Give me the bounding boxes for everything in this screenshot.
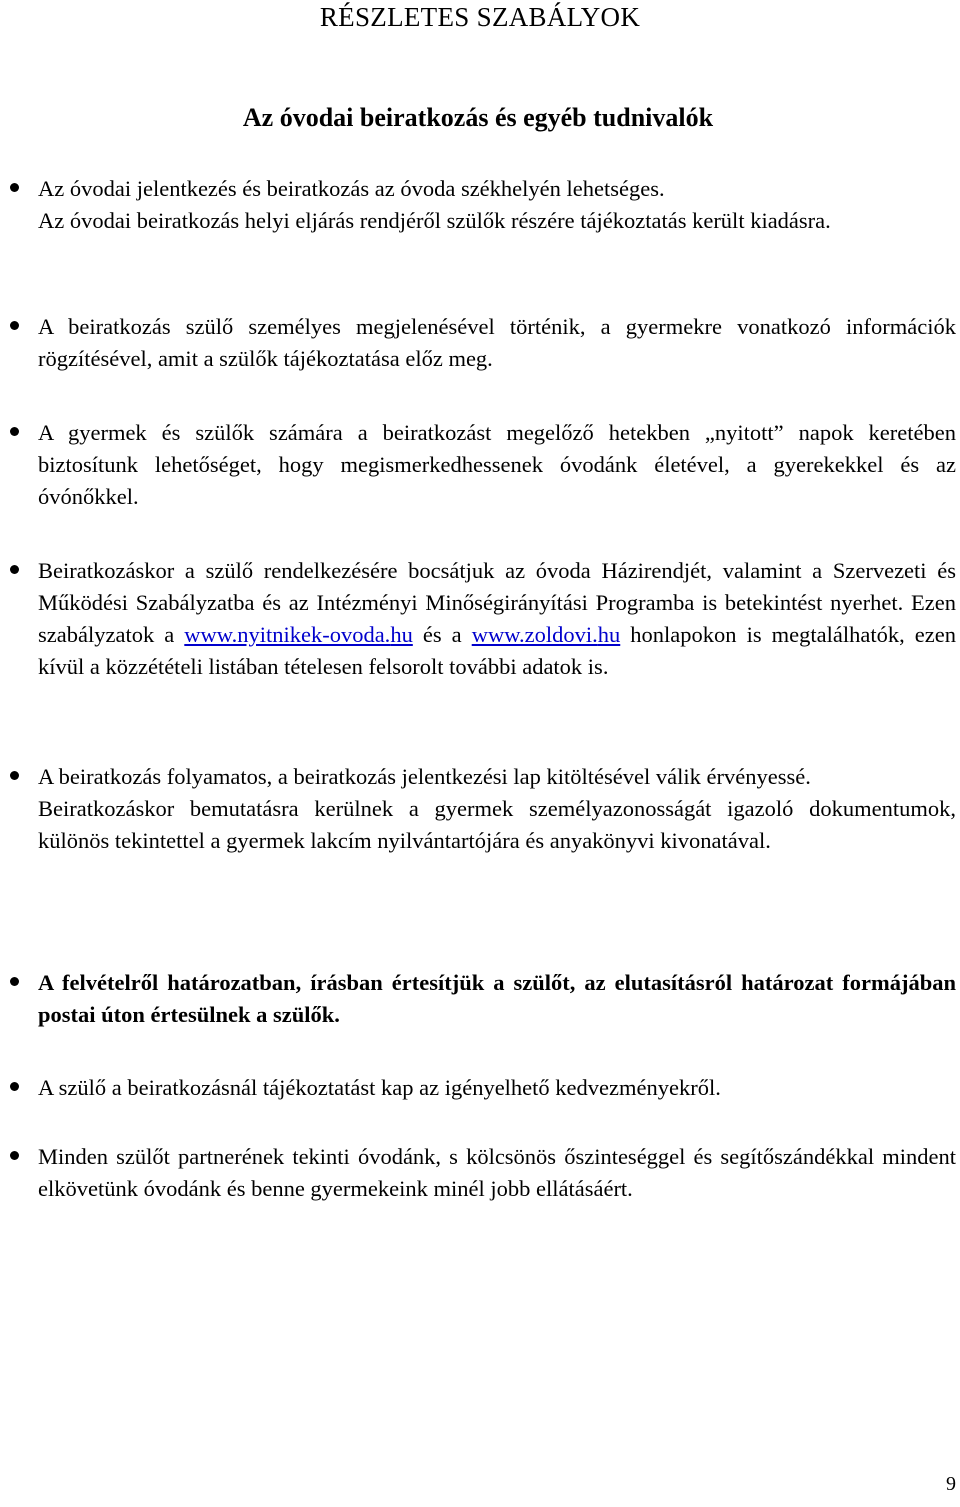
list-item-house-rules — [38, 555, 956, 683]
paragraph: A beiratkozás szülő személyes megjelenésével történik, a gyermekre vonatkozó információk rögzítésével, amit a szülők tájékoztatása előz meg. — [38, 314, 956, 371]
paragraph: Az óvodai jelentkezés és beiratkozás az óvoda székhelyén lehetséges. — [38, 176, 665, 201]
list-item-registration-place — [38, 173, 956, 237]
list-item-open-days — [38, 417, 956, 513]
bullet-icon — [10, 183, 19, 192]
page-number: 9 — [946, 1473, 956, 1495]
paragraph: Minden szülőt partnerének tekinti óvodánk, s kölcsönös őszinteséggel és segítőszándékkal mindent elkövetünk óvodánk és benne gyermekeink minél jobb ellátásáért. — [38, 1144, 956, 1201]
paragraph — [38, 555, 956, 683]
paragraph: A beiratkozás folyamatos, a beiratkozás jelentkezési lap kitöltésével válik érvényessé. — [38, 764, 811, 789]
page-title: RÉSZLETES SZABÁLYOK — [319, 2, 641, 32]
paragraph: Beiratkozáskor bemutatásra kerülnek a gyermek személyazonosságát igazoló dokumentumok, különös tekintettel a gyermek lakcím nyilvántartójára és anyakönyvi kivonatával. — [38, 796, 956, 853]
list-item-admission-decision — [38, 967, 956, 1031]
list-item-partnership — [38, 1141, 956, 1205]
bullet-icon — [10, 321, 19, 330]
list-item-discounts — [38, 1072, 956, 1104]
zoldovi-website-link[interactable]: www.zoldovi.hu — [471, 622, 621, 647]
bullet-icon — [10, 977, 19, 986]
nyitnikek-website-link[interactable]: www.nyitnikek-ovoda.hu — [184, 622, 413, 647]
paragraph-text: és a — [412, 622, 472, 647]
bullet-icon — [10, 427, 19, 436]
list-item-continuous-registration — [38, 761, 956, 857]
bullet-icon — [10, 1151, 19, 1160]
paragraph-text: honlapokon is megtalálhatók, ezen kívül a közzétételi listában tételesen felsorolt további adatok is. — [38, 622, 956, 679]
paragraph: A felvételről határozatban, írásban értesítjük a szülőt, az elutasításról határozat formájában postai úton értesülnek a szülők. — [38, 970, 956, 1027]
paragraph: A szülő a beiratkozásnál tájékoztatást kap az igényelhető kedvezményekről. — [38, 1075, 721, 1100]
section-subtitle: Az óvodai beiratkozás és egyéb tudnivalók — [242, 103, 714, 132]
paragraph: A gyermek és szülők számára a beiratkozást megelőző hetekben „nyitott” napok keretében biztosítunk lehetőséget, hogy megismerkedhessenek óvodánk életével, a gyerekekkel és az óvónőkkel. — [38, 420, 956, 509]
paragraph: Az óvodai beiratkozás helyi eljárás rendjéről szülők részére tájékoztatás került kiadásra. — [38, 208, 831, 233]
list-item-personal-attendance — [38, 311, 956, 375]
bullet-icon — [10, 771, 19, 780]
bullet-icon — [10, 565, 19, 574]
bullet-icon — [10, 1082, 19, 1091]
paragraph-text: Beiratkozáskor a szülő rendelkezésére bocsátjuk az óvoda Házirendjét, valamint a Szervezeti és Működési Szabályzatba és az Intézményi Minőségirányítási Programba is betekintést nyerhet. Ezen szabályzatok a — [38, 558, 956, 647]
